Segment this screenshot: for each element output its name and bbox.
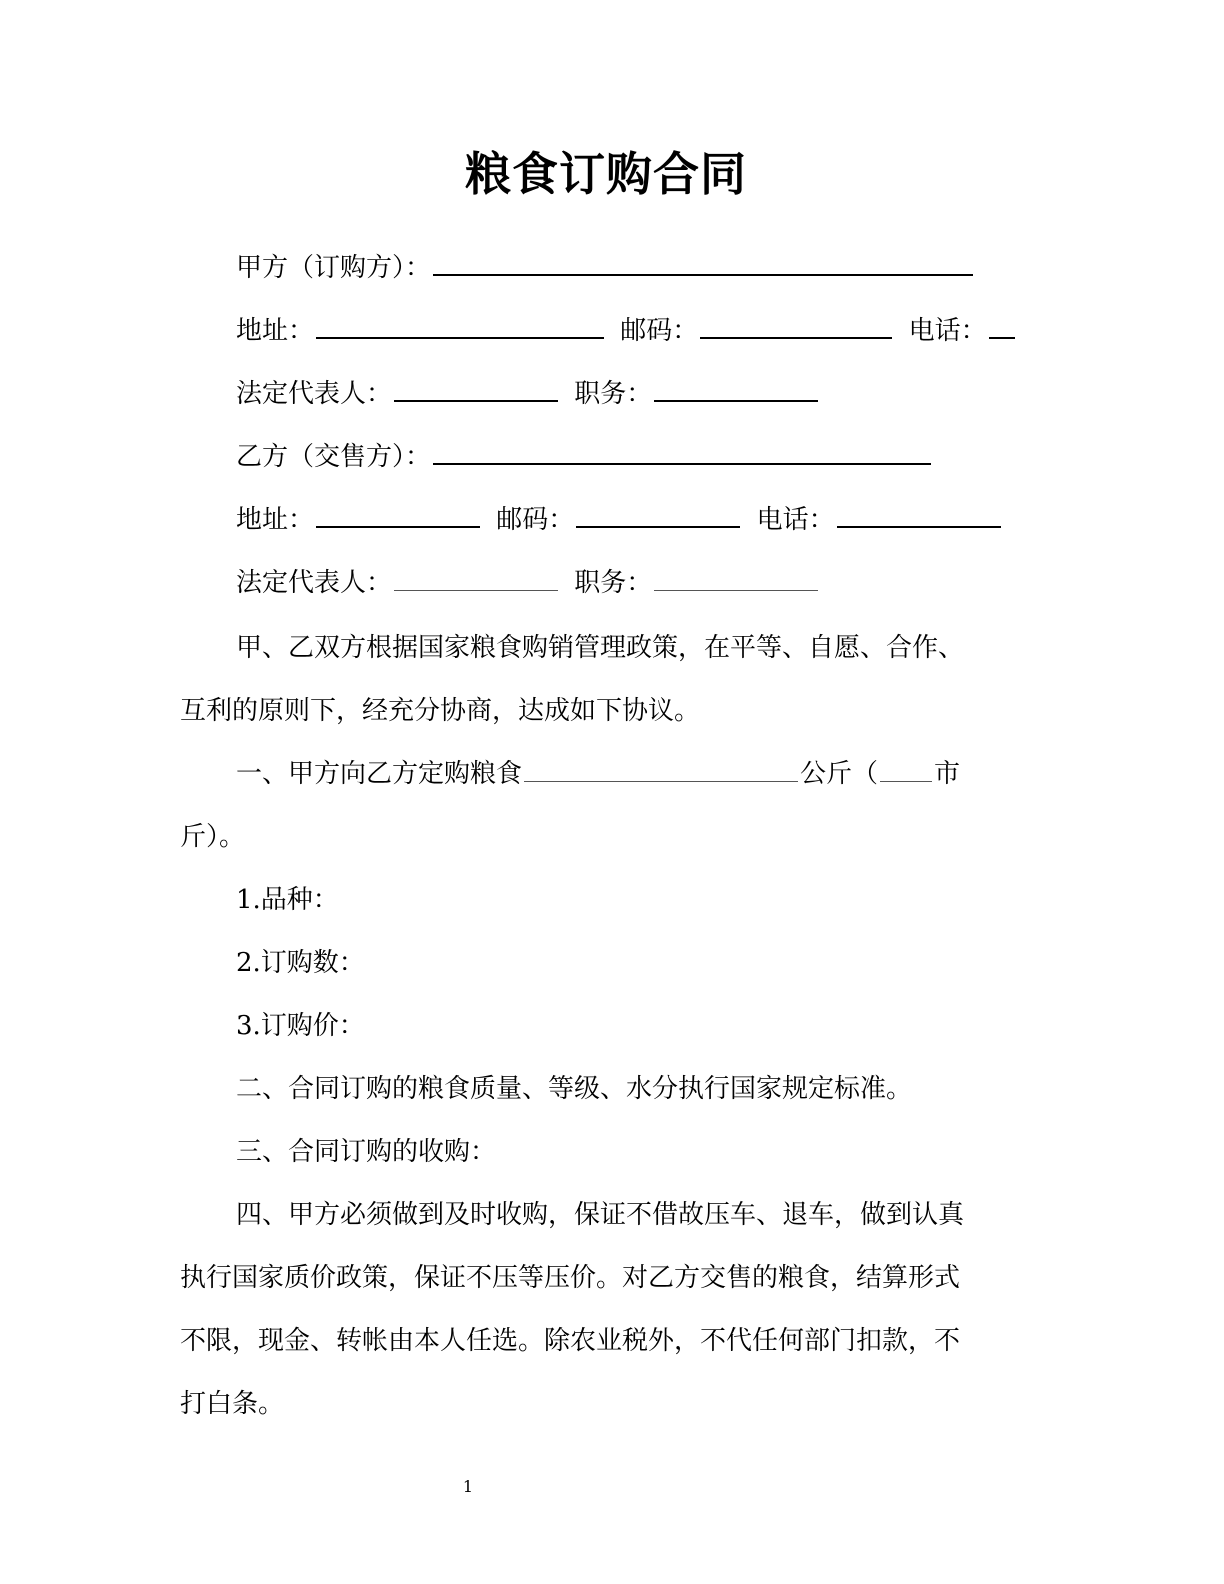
clause-4-line-4: 打白条。 (180, 1389, 285, 1419)
clause-1-item-variety: 1.品种： (236, 885, 339, 915)
document-title: 粮食订购合同 (465, 147, 747, 201)
party-a-contact-line (236, 313, 1017, 349)
party-b-postcode-label: 邮码： (496, 505, 575, 535)
party-a-postcode-label: 邮码： (620, 316, 699, 346)
party-a-address-blank[interactable] (316, 313, 604, 339)
clause-1-line-2: 斤）。 (180, 822, 246, 852)
party-b-line (236, 439, 939, 475)
clause-1-line-1 (236, 756, 960, 792)
party-b-rep-blank[interactable] (394, 566, 558, 591)
party-b-rep-line (236, 565, 826, 601)
clause-1-unit-shi: 市 (934, 759, 961, 789)
party-b-name-blank[interactable] (433, 439, 931, 465)
party-a-rep-line (236, 376, 826, 412)
party-b-position-blank[interactable] (654, 566, 818, 591)
party-a-phone-blank[interactable] (989, 313, 1015, 339)
intro-line-2: 互利的原则下，经充分协商，达成如下协议。 (180, 696, 701, 726)
clause-1-item-quantity: 2.订购数： (236, 948, 365, 978)
party-a-position-blank[interactable] (654, 376, 818, 402)
party-a-rep-blank[interactable] (394, 376, 558, 402)
clause-4-line-3: 不限，现金、转帐由本人任选。除农业税外，不代任何部门扣款，不 (180, 1326, 961, 1356)
clause-1-jin-blank[interactable] (880, 757, 932, 782)
clause-1-prefix: 一、甲方向乙方定购粮食 (236, 759, 523, 789)
clause-2: 二、合同订购的粮食质量、等级、水分执行国家规定标准。 (236, 1074, 913, 1104)
party-b-position-label: 职务： (574, 568, 653, 598)
clause-1-kg-blank[interactable] (524, 757, 798, 782)
party-a-position-label: 职务： (574, 379, 653, 409)
clause-4-line-2: 执行国家质价政策，保证不压等压价。对乙方交售的粮食，结算形式 (180, 1263, 961, 1293)
party-a-line (236, 250, 981, 286)
party-a-name-blank[interactable] (433, 250, 973, 276)
party-b-address-blank[interactable] (316, 502, 480, 528)
party-a-address-label: 地址： (236, 316, 315, 346)
clause-1-unit-kg: 公斤（ (800, 759, 879, 789)
party-a-rep-label: 法定代表人： (236, 379, 393, 409)
clause-4-line-1: 四、甲方必须做到及时收购，保证不借故压车、退车，做到认真 (236, 1200, 965, 1230)
party-a-label: 甲方（订购方）： (236, 253, 432, 283)
clause-1-item-price: 3.订购价： (236, 1011, 365, 1041)
party-a-phone-label: 电话： (908, 316, 987, 346)
party-b-address-label: 地址： (236, 505, 315, 535)
page-number: 1 (462, 1477, 474, 1496)
party-b-rep-label: 法定代表人： (236, 568, 393, 598)
party-a-postcode-blank[interactable] (700, 313, 892, 339)
clause-3: 三、合同订购的收购： (236, 1137, 497, 1167)
party-b-phone-blank[interactable] (837, 502, 1001, 528)
party-b-contact-line (236, 502, 1009, 538)
party-b-label: 乙方（交售方）： (236, 442, 432, 472)
party-b-postcode-blank[interactable] (576, 502, 740, 528)
intro-line-1: 甲、乙双方根据国家粮食购销管理政策，在平等、自愿、合作、 (236, 633, 965, 663)
party-b-phone-label: 电话： (756, 505, 835, 535)
